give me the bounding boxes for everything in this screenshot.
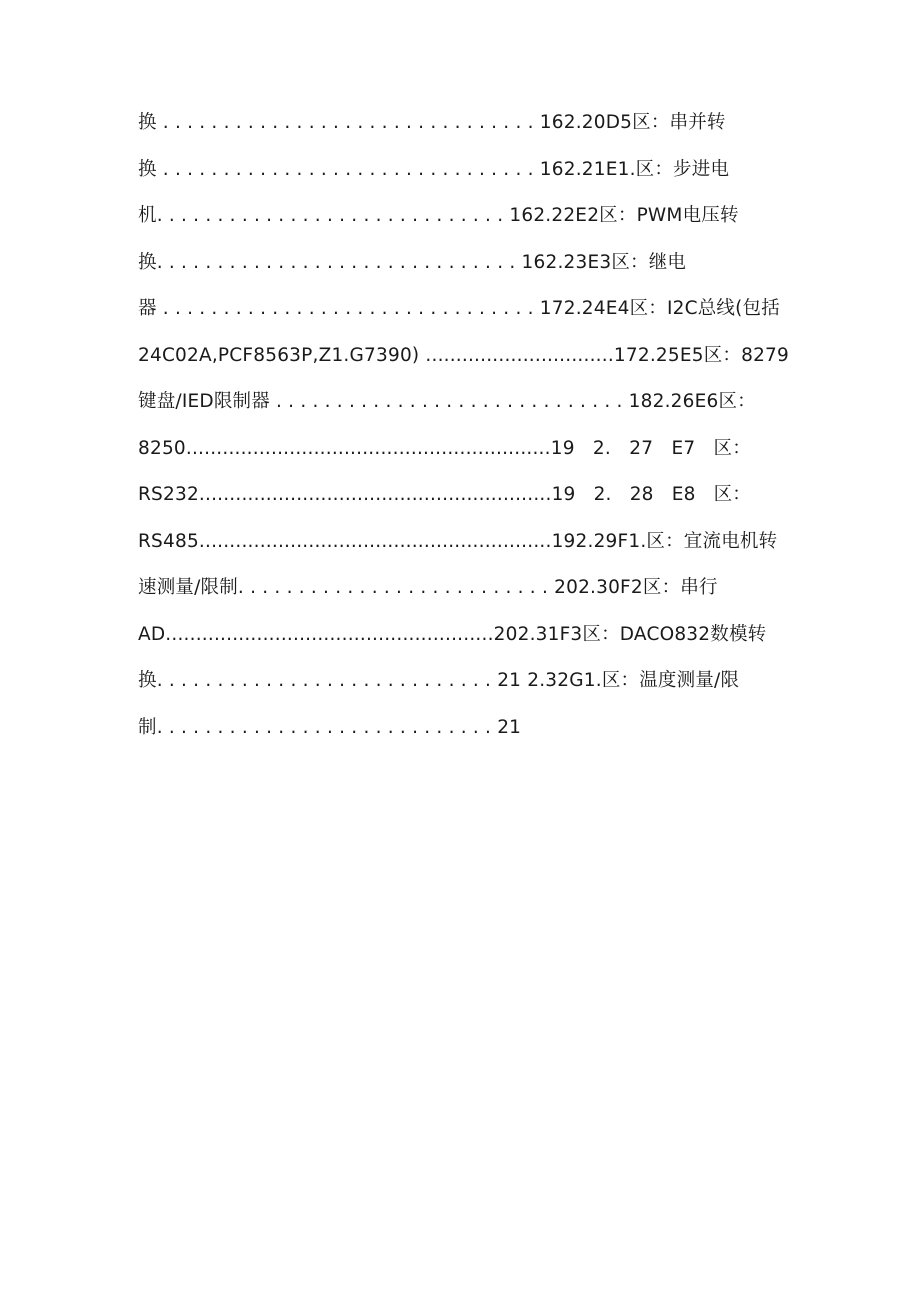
toc-line: 机. . . . . . . . . . . . . . . . . . . . . . . . . . . . . 162.22E2区：PWM电压转 (138, 205, 739, 226)
toc-line: 换. . . . . . . . . . . . . . . . . . . . . . . . . . . . 21 2.32G1.区：温度测量/限 (138, 670, 740, 691)
toc-line: 换. . . . . . . . . . . . . . . . . . . . . . . . . . . . . . 162.23E3区：继电 (138, 251, 687, 273)
toc-line-justified (138, 478, 751, 525)
toc-fragment: 2. (592, 437, 611, 459)
toc-fragment: 区： (713, 437, 751, 459)
toc-line: 换 . . . . . . . . . . . . . . . . . . . . . . . . . . . . . . . 162.21E1.区：步进电 (138, 158, 730, 180)
toc-fragment: 8250............................................................19 (138, 437, 575, 459)
toc-fragment: E8 (671, 484, 696, 505)
toc-fragment: 区： (713, 484, 751, 505)
toc-line: 速测量/限制. . . . . . . . . . . . . . . . . . . . . . . . . . 202.30F2区：串行 (138, 577, 718, 598)
toc-line: 24C02A,PCF8563P,Z1.G7390) ...............................172.25E5区：8279 (138, 344, 789, 366)
table-of-contents (138, 106, 789, 757)
toc-fragment: 2. (593, 484, 612, 505)
toc-fragment: RS232..........................................................19 (138, 484, 576, 505)
toc-line-justified (138, 432, 751, 479)
toc-fragment: 28 (629, 484, 654, 505)
toc-line: 器 . . . . . . . . . . . . . . . . . . . . . . . . . . . . . . . 172.24E4区：I2C总线(包括 (138, 298, 780, 319)
toc-line: 键盘/IED限制器 . . . . . . . . . . . . . . . . . . . . . . . . . . . . . 182.26E6区： (138, 391, 756, 412)
toc-fragment: E7 (671, 437, 696, 459)
toc-fragment: 27 (629, 437, 654, 459)
toc-line: RS485..........................................................192.29F1.区：宜流电机转 (138, 530, 778, 552)
toc-line: 换 . . . . . . . . . . . . . . . . . . . . . . . . . . . . . . . 162.20D5区：串并转 (138, 112, 726, 133)
toc-line: AD......................................................202.31F3区：DACO832数模转 (138, 623, 767, 645)
toc-line: 制. . . . . . . . . . . . . . . . . . . . . . . . . . . . 21 (138, 716, 522, 738)
